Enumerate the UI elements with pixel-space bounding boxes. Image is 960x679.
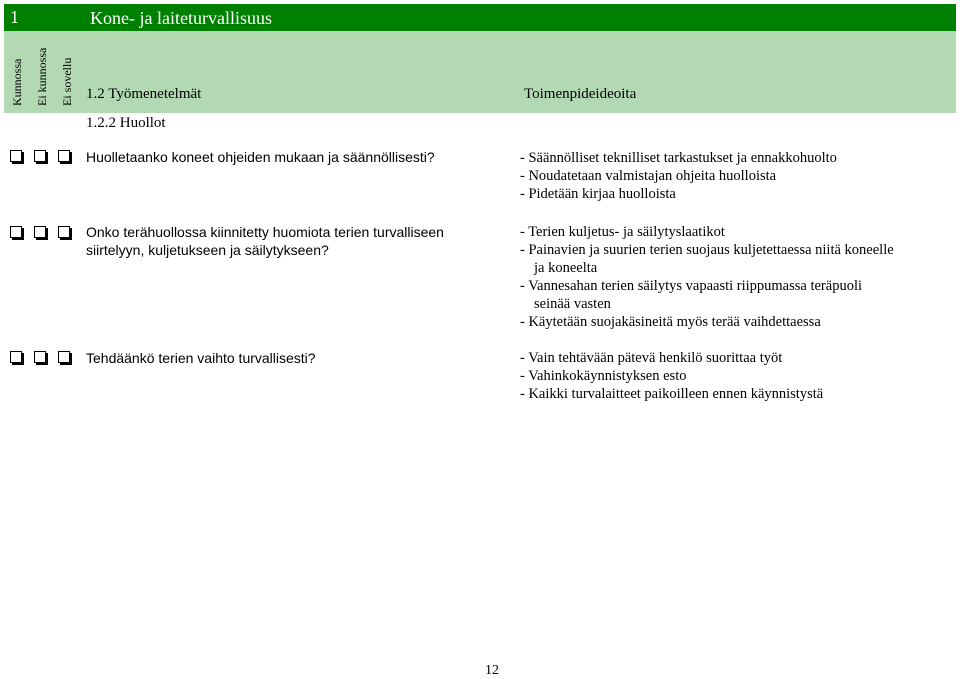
measures-header: Toimenpideideoita <box>524 86 637 102</box>
measure-item: - Noudatetaan valmistajan ohjeita huolloista <box>520 168 777 184</box>
checkbox-row3-ok[interactable] <box>10 351 22 363</box>
checkbox-row2-not-ok[interactable] <box>34 226 46 238</box>
measure-item: - Terien kuljetus- ja säilytyslaatikot <box>520 224 725 240</box>
section-number: 1 <box>10 7 19 27</box>
question-row3: Tehdäänkö terien vaihto turvallisesti? <box>86 350 316 366</box>
measures-row1 <box>520 149 920 203</box>
subsection-title: 1.2 Työmenetelmät <box>86 86 202 102</box>
checkbox-row2-ok[interactable] <box>10 226 22 238</box>
question-row2: Onko terähuollossa kiinnitetty huomiota terien turvalliseen siirtelyyn, kuljetukseen ja säilytykseen? <box>86 224 444 258</box>
page-number: 12 <box>485 663 499 678</box>
measure-item: seinää vasten <box>534 296 611 312</box>
measure-item: - Pidetään kirjaa huolloista <box>520 186 676 202</box>
measure-item: - Säännölliset teknilliset tarkastukset ja ennakkohuolto <box>520 150 837 166</box>
checkbox-row1-ok[interactable] <box>10 150 22 162</box>
status-column-not-applicable: Ei sovellu <box>60 57 74 106</box>
measure-item: ja koneelta <box>534 260 598 276</box>
status-column-ok: Kunnossa <box>10 58 24 106</box>
measure-item: - Vain tehtävään pätevä henkilö suorittaa työt <box>520 350 783 366</box>
measure-item: - Vannesahan terien säilytys vapaasti riippumassa teräpuoli <box>520 278 862 294</box>
status-column-not-ok: Ei kunnossa <box>35 47 49 106</box>
checkbox-row1-not-applicable[interactable] <box>58 150 70 162</box>
measure-item: - Painavien ja suurien terien suojaus kuljetettaessa niitä koneelle <box>520 242 894 258</box>
checkbox-row3-not-applicable[interactable] <box>58 351 70 363</box>
checkbox-row2-not-applicable[interactable] <box>58 226 70 238</box>
measure-item: - Vahinkokäynnistyksen esto <box>520 368 687 384</box>
measures-row2 <box>520 223 920 331</box>
measure-item: - Käytetään suojakäsineitä myös terää vaihdettaessa <box>520 314 821 330</box>
section-header <box>4 4 956 31</box>
sub-subsection-title: 1.2.2 Huollot <box>86 115 166 131</box>
measures-row3 <box>520 349 920 403</box>
checkbox-row3-not-ok[interactable] <box>34 351 46 363</box>
measure-item: - Kaikki turvalaitteet paikoilleen ennen käynnistystä <box>520 386 824 402</box>
section-title: Kone- ja laiteturvallisuus <box>90 8 272 28</box>
question-row1: Huolletaanko koneet ohjeiden mukaan ja säännöllisesti? <box>86 149 435 165</box>
checkbox-row1-not-ok[interactable] <box>34 150 46 162</box>
